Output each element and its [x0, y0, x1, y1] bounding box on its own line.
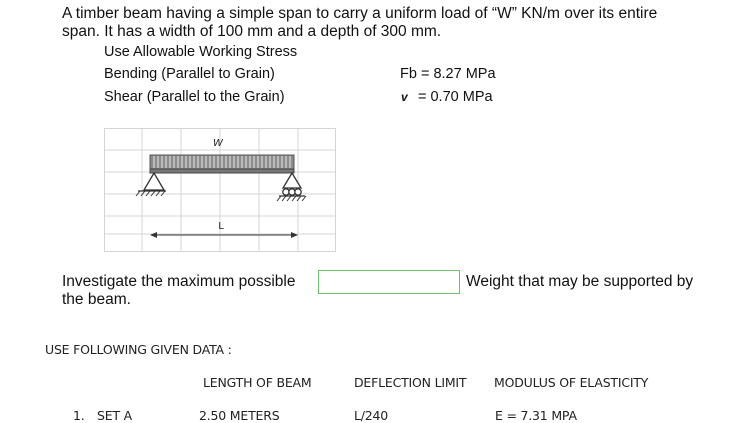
bending-label: Bending (Parallel to Grain) — [104, 66, 275, 82]
row-deflection: L/240 — [354, 408, 389, 423]
problem-line-2: span. It has a width of 100 mm and a depth of 300 mm. — [62, 23, 442, 40]
row-set: SET A — [97, 408, 132, 423]
header-length: LENGTH OF BEAM — [203, 375, 312, 390]
given-heading: USE FOLLOWING GIVEN DATA : — [45, 342, 232, 357]
pin-support-left — [136, 173, 166, 196]
row-modulus: E = 7.31 MPA — [495, 408, 577, 423]
question-prefix: Investigate the maximum possible — [62, 273, 296, 290]
row-length: 2.50 METERS — [199, 408, 280, 423]
shear-value: = 0.70 MPa — [418, 89, 493, 105]
bending-value: Fb = 8.27 MPa — [400, 66, 496, 82]
question-line-2: the beam. — [62, 291, 131, 308]
question-suffix: Weight that may be supported by — [466, 273, 694, 290]
span-dimension-arrow — [150, 232, 298, 238]
roller-support-right — [277, 173, 306, 201]
beam — [150, 169, 294, 173]
shear-symbol: v — [401, 90, 408, 104]
method-text: Use Allowable Working Stress — [104, 44, 298, 60]
header-modulus: MODULUS OF ELASTICITY — [494, 375, 649, 390]
uniform-load — [150, 155, 294, 169]
beam-diagram — [104, 128, 336, 252]
span-label: L — [218, 221, 224, 232]
shear-label: Shear (Parallel to the Grain) — [104, 89, 285, 105]
problem-line-1: A timber beam having a simple span to carry a uniform load of “W” KN/m over its entire — [62, 5, 658, 22]
row-number: 1. — [73, 408, 85, 423]
header-deflection: DEFLECTION LIMIT — [354, 375, 467, 390]
load-label: W — [213, 138, 223, 149]
answer-input[interactable] — [318, 270, 460, 294]
